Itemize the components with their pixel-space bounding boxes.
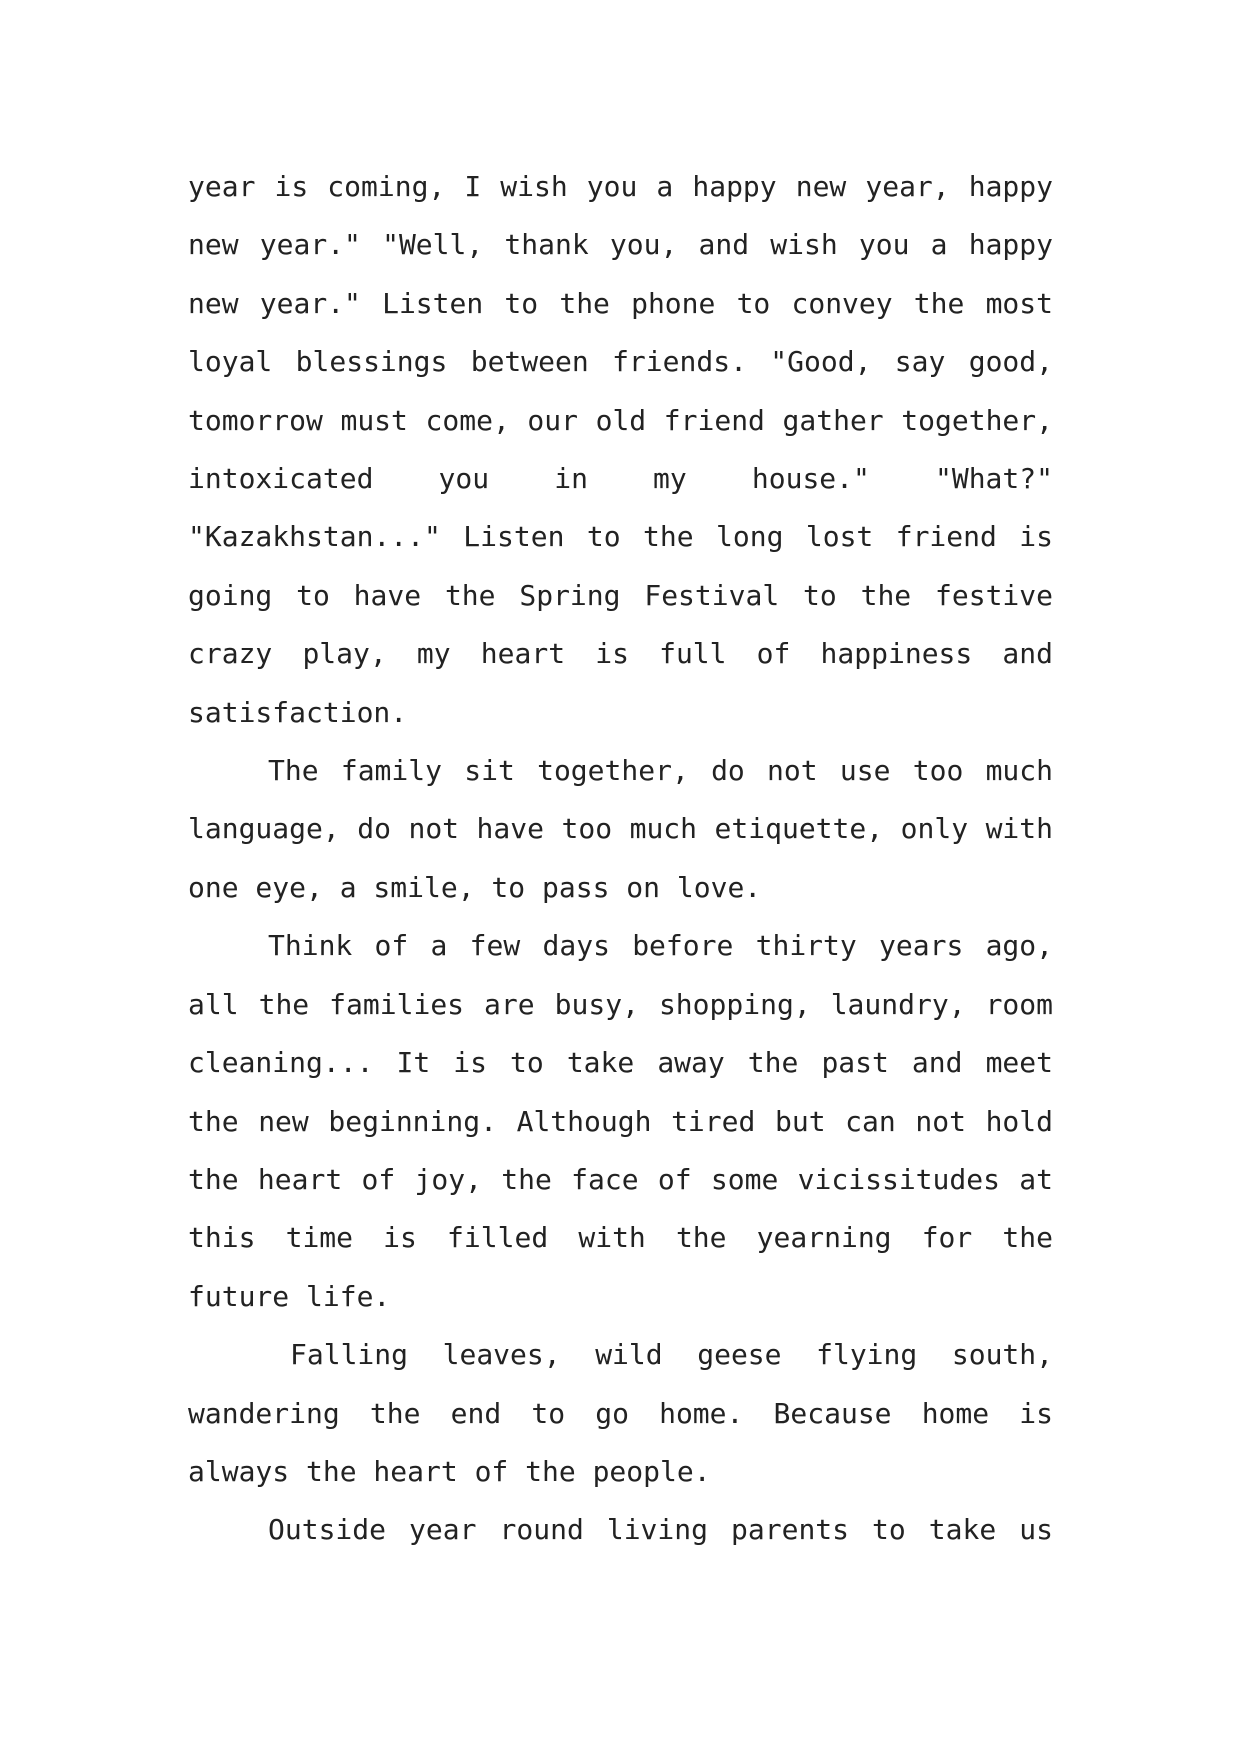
paragraph-thirty-years: Think of a few days before thirty years ago, all the families are busy, shopping, laundry, room cleaning... It is to take away the past and meet the new beginning. Although tired but can not hold the heart of joy, the face of some vicissitudes at this time is filled with the yearning for the future life. [188, 929, 1053, 1313]
paragraph-continued: year is coming, I wish you a happy new year, happy new year." "Well, thank you, and wish you a happy new year." Listen to the phone to convey the most loyal blessings between friends. "Good, say good, tomorrow must come, our old friend gather together, intoxicated you in my house." "What?" "Kazakhstan..." Listen to the long lost friend is going to have the Spring Festival to the festive crazy play, my heart is full of happiness and satisfaction. [188, 170, 1053, 729]
paragraph-family: The family sit together, do not use too much language, do not have too much etiquette, only with one eye, a smile, to pass on love. [188, 754, 1053, 904]
paragraph-falling-leaves: Falling leaves, wild geese flying south, wandering the end to go home. Because home is always the heart of the people. [188, 1338, 1053, 1488]
body-text [188, 158, 1053, 1560]
paragraph-outside-year: Outside year round living parents to take us [268, 1513, 1053, 1547]
